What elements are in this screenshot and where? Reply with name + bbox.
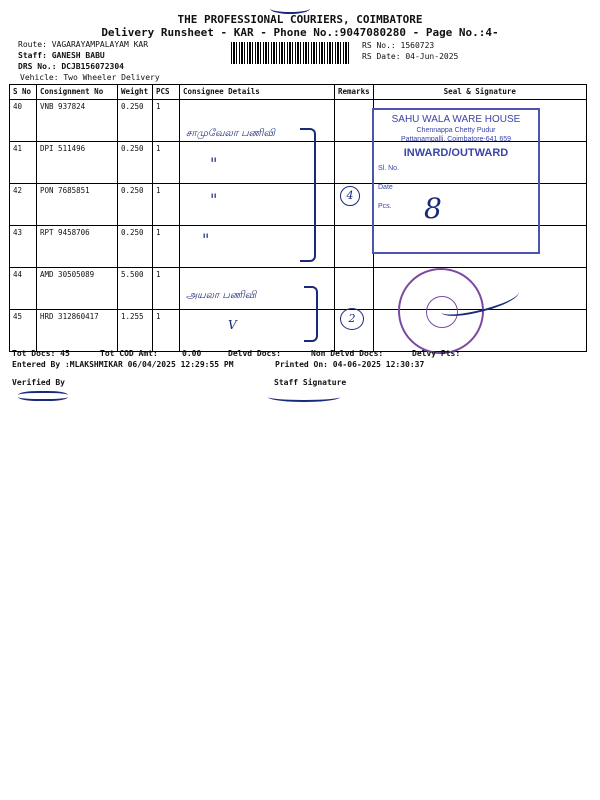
delvy-pts: Delvy Pts:: [412, 349, 461, 358]
handwritten-consignee-b: அயலா பணிவி: [186, 290, 257, 301]
table-row: [10, 310, 587, 352]
tot-docs: Tot Docs: 45: [12, 349, 70, 358]
drs-number: DRS No.: DCJB156072304: [18, 62, 124, 71]
cell-consignment: VNB 937824: [37, 100, 118, 142]
col-sno: S No: [10, 85, 37, 100]
stamp-line-6: Date: [378, 184, 393, 191]
col-seal: Seal & Signature: [373, 85, 586, 100]
entered-by: Entered By :MLAKSHMIKAR 06/04/2025 12:29:55 PM: [12, 360, 234, 369]
stamp-line-1: SAHU WALA WARE HOUSE: [391, 114, 521, 125]
cell-weight: 0.250: [118, 100, 153, 142]
cell-consignment: HRD 312860417: [37, 310, 118, 352]
stamp-line-2: Chennappa Chetty Pudur: [416, 127, 496, 134]
handwritten-bracket-b: [304, 286, 318, 342]
runsheet-subtitle: Delivery Runsheet - KAR - Phone No.:9047080280 - Page No.:4-: [101, 26, 499, 39]
verified-by-label: Verified By: [12, 378, 65, 387]
cell-pcs: 1: [153, 100, 180, 142]
cell-weight: 0.250: [118, 184, 153, 226]
cell-pcs: 1: [153, 142, 180, 184]
cell-remarks: [335, 100, 374, 142]
col-consignee: Consignee Details: [180, 85, 335, 100]
stamp-line-5: Sl. No.: [378, 165, 400, 172]
cell-consignment: AMD 30505089: [37, 268, 118, 310]
staff-signature-label: Staff Signature: [274, 378, 347, 387]
non-delvd-docs: Non Delvd Docs:: [311, 349, 384, 358]
printed-on: Printed On: 04-06-2025 12:30:37: [275, 360, 425, 369]
cell-consignment: DPI 511496: [37, 142, 118, 184]
stamp-line-7: Pcs.: [378, 203, 392, 210]
handwritten-consignee-a: சாமுவேலா பணிவி: [186, 128, 275, 139]
cell-sno: 42: [10, 184, 37, 226]
cell-sno: 45: [10, 310, 37, 352]
tot-cod-label: Tot COD Amt:: [100, 349, 158, 358]
barcode: [231, 42, 351, 64]
cell-pcs: 1: [153, 184, 180, 226]
rs-number: RS No.: 1560723: [362, 41, 435, 50]
handwritten-remark-a: 4: [340, 186, 360, 206]
cell-pcs: 1: [153, 310, 180, 352]
cell-remarks: [335, 226, 374, 268]
col-pcs: PCS: [153, 85, 180, 100]
handwritten-ditto-2: ": [210, 190, 218, 209]
cell-sno: 44: [10, 268, 37, 310]
cell-remarks: [335, 142, 374, 184]
cell-sno: 40: [10, 100, 37, 142]
handwritten-bracket-a: [300, 128, 316, 262]
route-label: Route: VAGARAYAMPALAYAM KAR: [18, 40, 149, 49]
handwritten-ditto-1: ": [210, 154, 218, 173]
stamp-line-4: INWARD/OUTWARD: [403, 147, 509, 159]
staff-signature-icon: [268, 392, 340, 402]
handwritten-mark: V: [228, 318, 237, 332]
cell-weight: 1.255: [118, 310, 153, 352]
col-consignment: Consignment No: [37, 85, 118, 100]
cell-pcs: 1: [153, 226, 180, 268]
stamp-line-3: Pattanampalli, Coimbatore-641 659: [400, 136, 512, 143]
vehicle-label: Vehicle: Two Wheeler Delivery: [20, 73, 160, 82]
cell-weight: 0.250: [118, 142, 153, 184]
company-title: THE PROFESSIONAL COURIERS, COIMBATORE: [177, 13, 423, 26]
handwritten-ditto-3: ": [202, 230, 210, 249]
tot-cod-value: 0.00: [182, 349, 202, 358]
cell-pcs: 1: [153, 268, 180, 310]
rs-date: RS Date: 04-Jun-2025: [362, 52, 459, 61]
cell-consignment: PON 7685851: [37, 184, 118, 226]
col-remarks: Remarks: [335, 85, 374, 100]
verified-signature-icon: [18, 391, 68, 401]
stamp-count: 8: [424, 192, 442, 225]
cell-sno: 43: [10, 226, 37, 268]
table-header-row: [10, 85, 587, 100]
cell-weight: 0.250: [118, 226, 153, 268]
warehouse-stamp: [372, 108, 540, 254]
cell-consignment: RPT 9458706: [37, 226, 118, 268]
cell-sno: 41: [10, 142, 37, 184]
cell-remarks: [335, 268, 374, 310]
delvd-docs: Delvd Docs:: [228, 349, 281, 358]
col-weight: Weight: [118, 85, 153, 100]
staff-label: Staff: GANESH BABU: [18, 51, 105, 60]
handwritten-remark-b: 2: [340, 308, 364, 330]
cell-weight: 5.500: [118, 268, 153, 310]
